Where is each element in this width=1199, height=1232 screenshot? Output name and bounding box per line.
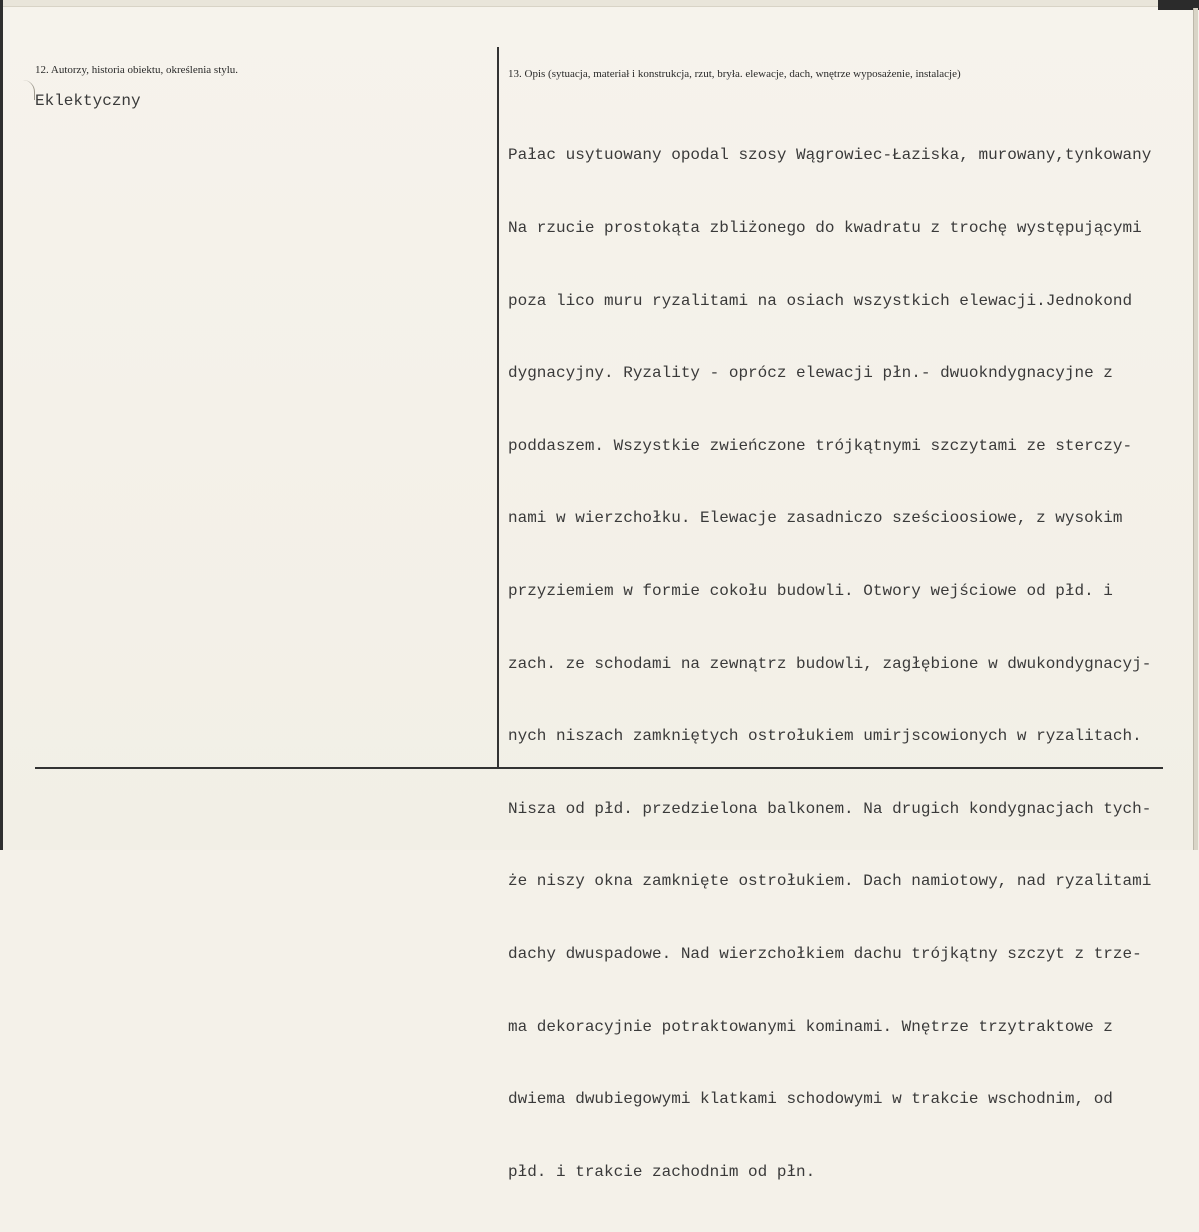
description-line: że niszy okna zamknięte ostrołukiem. Dach namiotowy, nad ryzalitami (508, 872, 1152, 891)
card-top-edge (0, 0, 1199, 7)
section-12-label: 12. Autorzy, historia obiektu, określenia stylu. (35, 64, 239, 76)
bottom-rule (35, 767, 1163, 769)
description-line: zach. ze schodami na zewnątrz budowli, zagłębione w dwukondygnacyj- (508, 654, 1152, 673)
card-right-edge (1193, 8, 1198, 850)
description-line: dwiema dwubiegowymi klatkami schodowymi w trakcie wschodnim, od (508, 1090, 1113, 1109)
description-line: poddaszem. Wszystkie zwieńczone trójkątnymi szczytami ze sterczy- (508, 436, 1133, 455)
pencil-mark (14, 80, 35, 100)
description-line: poza lico muru ryzalitami na osiach wszystkich elewacji.Jednokond (508, 291, 1133, 310)
description-line: przyziemiem w formie cokołu budowli. Otwory wejściowe od płd. i (508, 581, 1113, 600)
style-value: Eklektyczny (35, 92, 141, 110)
description-line: nami w wierzchołku. Elewacje zasadniczo sześcioosiowe, z wysokim (508, 509, 1123, 528)
description-line: dachy dwuspadowe. Nad wierzchołkiem dachu trójkątny szczyt z trze- (508, 944, 1142, 963)
description-line: ma dekoracyjnie potraktowanymi kominami. Wnętrze trzytraktowe z (508, 1017, 1113, 1036)
description-line: dygnacyjny. Ryzality - oprócz elewacji płn.- dwuokndygnacyjne z (508, 364, 1113, 383)
description-line: nych niszach zamkniętych ostrołukiem umirjscowionych w ryzalitach. (508, 727, 1142, 746)
card-left-edge (0, 0, 3, 850)
description-line: Nisza od płd. przedzielona balkonem. Na drugich kondygnacjach tych- (508, 799, 1152, 818)
column-divider (497, 47, 499, 767)
description-line: płd. i trakcie zachodnim od płn. (508, 1162, 816, 1181)
description-text (508, 95, 1151, 1232)
description-line: Na rzucie prostokąta zbliżonego do kwadratu z trochę występującymi (508, 219, 1142, 237)
section-13-label: 13. Opis (sytuacja, materiał i konstrukcja, rzut, bryła. elewacje, dach, wnętrze wyposażenie, instalacje) (508, 68, 961, 80)
description-line: Pałac usytuowany opodal szosy Wągrowiec-Łaziska, murowany,tynkowany (508, 146, 1152, 165)
